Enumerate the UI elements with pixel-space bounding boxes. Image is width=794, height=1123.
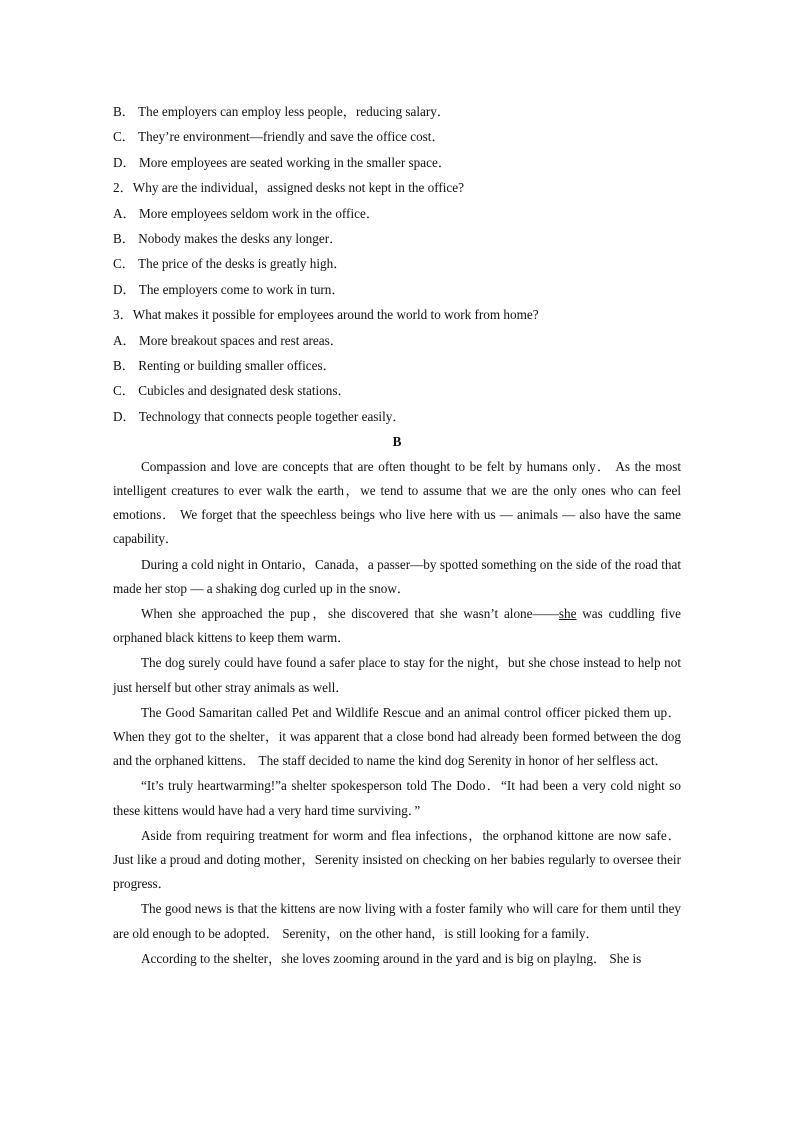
passage-paragraph-4: The dog surely could have found a safer place to stay for the night，but she chose instead to help not just herself but other stray animals as well．: [113, 655, 681, 695]
q2-option-d: D． The employers come to work in turn．: [113, 281, 345, 297]
document-content: [113, 99, 681, 971]
q2-stem: 2．Why are the individual，assigned desks not kept in the office?: [113, 180, 464, 196]
underlined-pronoun: she: [558, 605, 577, 621]
paragraph-3-text-start: When she approached the pup，she discovered that she wasn’t alone——: [141, 605, 559, 621]
q2-option-b: B． Nobody makes the desks any longer．: [113, 231, 343, 247]
passage-paragraph-2: During a cold night in Ontario，Canada，a passer—by spotted something on the side of the road that made her stop — a shaking dog curled up in the snow．: [113, 556, 681, 596]
q3-option-b: B． Renting or building smaller offices．: [113, 358, 336, 374]
passage-paragraph-9: According to the shelter，she loves zooming around in the yard and is big on playlng． She is: [141, 950, 642, 966]
q3-stem: 3．What makes it possible for employees around the world to work from home?: [113, 307, 539, 323]
passage-paragraph-1: Compassion and love are concepts that are often thought to be felt by humans only． As the most intelligent creatures to ever walk the earth，we tend to assume that we are the only ones who can feel emotions． We forget that the speechless beings who live here with us — animals — also have the same capability．: [113, 458, 681, 547]
q3-option-a: A． More breakout spaces and rest areas．: [113, 332, 343, 348]
passage-b-title: B: [392, 434, 402, 450]
passage-paragraph-6: “It’s truly heartwarming!”a shelter spokesperson told The Dodo．“It had been a very cold night so these kittens would have had a very hard time surviving．”: [113, 778, 681, 818]
q1-option-c: C． They’re environment—friendly and save the office cost．: [113, 129, 445, 145]
passage-paragraph-5: The Good Samaritan called Pet and Wildlife Rescue and an animal control officer picked them up． When they got to the shelter，it was apparent that a close bond had already been formed between the dog and the orphaned kittens． The staff decided to name the kind dog Serenity in honor of her selfless act．: [113, 704, 681, 769]
passage-paragraph-7: Aside from requiring treatment for worm and flea infections，the orphanod kittone are now safe． Just like a proud and doting mother，Serenity insisted on checking on her babies regularly to oversee their progress．: [113, 827, 681, 892]
q3-option-c: C． Cubicles and designated desk stations．: [113, 383, 351, 399]
passage-paragraph-3: [113, 602, 681, 650]
passage-paragraph-8: The good news is that the kittens are now living with a foster family who will care for them until they are old enough to be adopted． Serenity，on the other hand，is still looking for a family．: [113, 901, 681, 941]
q1-option-d: D． More employees are seated working in the smaller space．: [113, 154, 452, 170]
paragraph-3-text-end: was cuddling five orphaned black kittens to keep them warm．: [113, 605, 682, 646]
q3-option-d: D． Technology that connects people together easily．: [113, 408, 406, 424]
q2-option-a: A． More employees seldom work in the office．: [113, 205, 380, 221]
q1-option-b: B． The employers can employ less people，reducing salary．: [113, 104, 451, 119]
q2-option-c: C． The price of the desks is greatly high．: [113, 256, 347, 272]
